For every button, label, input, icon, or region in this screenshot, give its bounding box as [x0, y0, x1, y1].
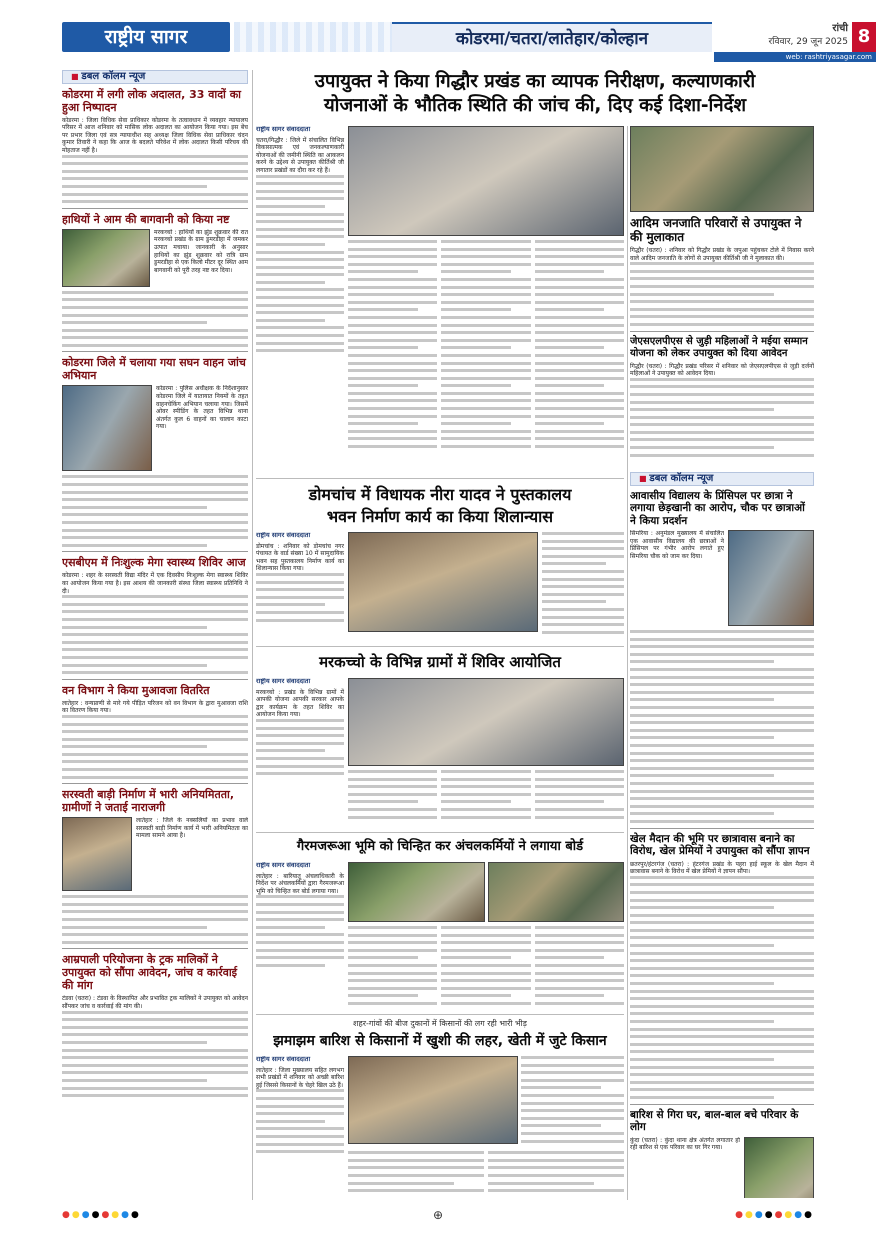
lead-photo	[348, 126, 624, 236]
section-tag: ■ डबल कॉलम न्यूज	[62, 70, 248, 84]
story-text-filler	[62, 1011, 248, 1098]
foundation-stone-photo	[348, 532, 538, 632]
lead-body: चतरा/गिद्धौर : जिले में संचालित विभिन्न विकासात्मक एवं जनकल्याणकारी योजनाओं की जमीनी स्थिति का आकलन करने के उद्देश्य से उपायुक्त कीर्तिश्री जी लगातार प्रखंडों का दौरा कर रहे हैं।	[256, 136, 344, 174]
story-text-filler	[256, 895, 344, 966]
elephant-damage-photo	[62, 229, 150, 287]
masthead	[62, 18, 872, 61]
story-body: कोडरमा : जिला विधिक सेवा प्राधिकार कोडरमा के तत्वावधान में व्यवहार न्यायालय परिसर में आज शनिवार को मासिक लोक अदालत का आयोजन किया गया। इस बेंच पर प्रभार जिला एवं सत्र न्यायाधीश सह अध्यक्ष जिला विधिक सेवा प्राधिकार चंदन कुमार तिवारी ने कहा कि आज के बदलते परिवेश में लोक अदालत किसी परिचय की मोहताज नहीं है।	[62, 116, 248, 154]
website: web: rashtriyasagar.com	[714, 52, 876, 62]
story2-body	[256, 532, 624, 642]
column-rule	[252, 70, 253, 1200]
section-rule	[256, 832, 624, 833]
story-text-filler	[441, 240, 530, 453]
story-text-filler	[348, 770, 437, 823]
tribal-meeting-photo	[630, 126, 814, 212]
story2-headline-line-2: भवन निर्माण कार्य का किया शिलान्यास	[326, 507, 554, 526]
story-body: मरकच्चो : प्रखंड के विभिन्न ग्रामों में आपकी योजना आपकी सरकार आपके द्वार कार्यक्रम के तहत शिविर का आयोजन किया गया।	[256, 688, 344, 719]
divider	[62, 783, 248, 784]
footer	[62, 1208, 814, 1222]
divider	[62, 679, 248, 680]
dateline	[714, 20, 848, 47]
story-body: गिद्धौर (चतरा) : शनिवार को गिद्धौर प्रखंड के जपुआ पहुंचकर टोले में निवास करने वाले आदिम जनजाति के लोगों से उपायुक्त कीर्तिश्री जी ने मुलाकात की।	[630, 247, 814, 262]
protest-photo	[728, 530, 814, 626]
byline: राष्ट्रीय सागर संवाददाता	[256, 126, 311, 133]
story-text-filler	[535, 770, 624, 823]
lead-headline-line-2: योजनाओं के भौतिक स्थिति की जांच की, दिए कई दिशा-निर्देश	[323, 95, 747, 116]
lead-headline	[256, 70, 814, 118]
story4-headline: गैरमजरूआ भूमि को चिन्हित कर अंचलकर्मियों ने लगाया बोर्ड	[296, 839, 584, 854]
left-column	[62, 70, 248, 1198]
byline: राष्ट्रीय सागर संवाददाता	[256, 862, 311, 869]
city: रांची	[832, 23, 848, 34]
story-text-filler	[62, 595, 248, 674]
color-registration-dots: ●●●●●●●●	[62, 1210, 141, 1220]
story-headline: एसबीएम में निःशुल्क मेगा स्वास्थ्य शिविर आज	[62, 556, 246, 570]
story4-body	[256, 862, 624, 1012]
story-text-filler	[62, 155, 248, 204]
story-text-filler	[535, 926, 624, 1010]
story3-body	[256, 678, 624, 828]
color-registration-dots: ●●●●●●●●	[735, 1210, 814, 1220]
story-headline: कोडरमा में लगी लोक अदालत, 33 वादों का हुआ निष्पादन	[62, 87, 242, 114]
story-headline: आवासीय विद्यालय के प्रिंसिपल पर छात्रा ने लगाया छेड़खानी का आरोप, चौक पर छात्राओं ने किया प्रदर्शन	[630, 489, 805, 527]
story5-body	[256, 1056, 624, 1200]
story-body: लातेहार : जिले के नक्सलियों का प्रभाव वाले सरस्वती बाड़ी निर्माण कार्य में भारी अनियमितता का मामला सामने आया है।	[136, 817, 248, 840]
story-body: मरकच्चो : हाथियों का झुंड शुक्रवार की रात मरकच्चो प्रखंड के ग्राम डुमरडीहा में जमकर उत्पात मचाया। जानकारी के अनुसार हाथियों का झुंड शुक्रवार को रात्रि ग्राम डुमरडीहा से एक किलो मीटर दूर स्थित आम बागवानी को पूरी तरह नष्ट कर दिया।	[154, 228, 248, 274]
divider	[630, 1104, 814, 1105]
story-body: कुंदा (चतरा) : कुंदा थाना क्षेत्र अंतर्गत लगातार हो रही बारिश से एक परिवार का घर गिर गया।	[630, 1136, 740, 1152]
story-text-filler	[256, 175, 344, 353]
story-headline: हाथियों ने आम की बागवानी को किया नष्ट	[62, 212, 230, 226]
story-body: सिमरिया : अनुमंडल मुख्यालय में संचालित एक आवासीय विद्यालय की छात्राओं ने प्रिंसिपल पर गंभीर आरोप लगाते हुए सिमरिया चौक को जाम कर दिया।	[630, 530, 724, 560]
story-text-filler	[348, 240, 437, 453]
byline: राष्ट्रीय सागर संवाददाता	[256, 1056, 311, 1063]
story-headline: आदिम जनजाति परिवारों से उपायुक्त ने की मुलाकात	[630, 216, 802, 244]
story-headline: कोडरमा जिले में चलाया गया सघन वाहन जांच अभियान	[62, 356, 246, 383]
divider	[62, 351, 248, 352]
section-rule	[256, 1014, 624, 1015]
land-marking-photo	[488, 862, 625, 922]
vehicle-check-photo	[62, 385, 152, 471]
story-headline: आम्रपाली परियोजना के ट्रक मालिकों ने उपायुक्त को सौंपा आवेदन, जांच व कार्रवाई की मांग	[62, 953, 238, 993]
lead-headline-line-1: उपायुक्त ने किया गिद्धौर प्रखंड का व्यापक निरीक्षण, कल्याणकारी	[314, 71, 756, 92]
story-headline: खेल मैदान की भूमि पर छात्रावास बनाने का विरोध, खेल प्रेमियों ने उपायुक्त को सौंपा ज्ञापन	[630, 832, 810, 858]
column-rule	[627, 126, 628, 1200]
construction-photo	[62, 817, 132, 891]
story5-headline: झमाझम बारिश से किसानों में खुशी की लहर, खेती में जुटे किसान	[273, 1033, 607, 1049]
date: रविवार, 29 जून 2025	[768, 37, 848, 47]
story-text-filler	[630, 630, 814, 823]
story-text-filler	[542, 532, 624, 638]
byline: राष्ट्रीय सागर संवाददाता	[256, 532, 311, 539]
registration-mark-icon: ⊕	[432, 1208, 444, 1222]
story-text-filler	[256, 573, 344, 622]
story-headline: वन विभाग ने किया मुआवजा वितरित	[62, 683, 210, 697]
seed-shop-photo	[348, 1056, 518, 1144]
story-headline: जेएसएलपीएस से जुड़ी महिलाओं ने मईया सम्मान योजना को लेकर उपायुक्त को दिया आवेदन	[630, 335, 808, 359]
story-body: टंडवा (चतरा) : टंडवा के विस्थापित और प्रभावित ट्रक मालिकों ने उपायुक्त को आवेदन सौंपकर जांच व कार्रवाई की मांग की।	[62, 995, 248, 1010]
right-mid-column	[630, 472, 814, 1198]
story-headline: बारिश से गिरा घर, बाल-बाल बचे परिवार के लोग	[630, 1108, 799, 1134]
story-text-filler	[62, 715, 248, 779]
story3-headline: मरकच्चो के विभिन्न ग्रामों में शिविर आयोजित	[319, 653, 561, 671]
story-body: गिद्धौर (चतरा) : गिद्धौर प्रखंड परिसर में शनिवार को जेएसएलपीएस से जुड़ी दर्जनों महिलाओं ने उपायुक्त को आवेदन दिया।	[630, 362, 814, 378]
story2-headline-line-1: डोमचांच में विधायक नीरा यादव ने पुस्तकालय	[308, 485, 572, 504]
story-text-filler	[630, 378, 814, 457]
story-text-filler	[256, 719, 344, 775]
story-body: लातेहार : वन्यप्राणी से मारे गये पीड़ित परिजन को वन विभाग के द्वारा मुआवजा राशि का वितरण किया गया।	[62, 699, 248, 715]
story-text-filler	[348, 926, 437, 1010]
divider	[62, 948, 248, 949]
story-body: कोडरमा : पुलिस अधीक्षक के निर्देशानुसार कोडरमा जिले में यातायात नियमों के तहत वाहनचेकिंग अभियान चलाया गया। जिसमें ओवर स्पीडिंग के तहत विभिन्न थाना अंतर्गत कुल 6 वाहनों का चालान काटा गया।	[156, 385, 248, 431]
story-text-filler	[62, 895, 248, 944]
section-title: कोडरमा/चतरा/लातेहार/कोल्हान	[392, 22, 712, 52]
story-text-filler	[535, 240, 624, 453]
story-text-filler	[441, 926, 530, 1010]
story-body: लातेहार : बारियातू अंचलाधिकारी के निर्देश पर अंचलकर्मियों द्वारा गैरमजरूआ भूमि को चिन्हित कर बोर्ड लगाया गया।	[256, 872, 344, 895]
collapsed-house-photo	[744, 1137, 814, 1198]
story-text-filler	[488, 1151, 624, 1197]
story-text-filler	[441, 770, 530, 823]
story2-headline	[256, 484, 624, 528]
story-body: कोडरमा : शहर के सरस्वती विद्या मंदिर में एक दिवसीय निःशुल्क मेगा स्वास्थ्य शिविर का आयोजन किया गया है। इस आशय की जानकारी संस्था जिला स्वास्थ्य प्रतिनिधि ने दी।	[62, 572, 248, 595]
section-tag: ■ डबल कॉलम न्यूज	[630, 472, 814, 486]
story-text-filler	[62, 475, 248, 546]
story-text-filler	[521, 1056, 624, 1147]
story-body: लातेहार : जिला मुख्यालय सहित लगभग सभी प्रखंडों में शनिवार को अच्छी बारिश हुई जिससे किसानों के चेहरे खिल उठे हैं।	[256, 1066, 344, 1089]
section-rule	[256, 646, 624, 647]
story5-kicker: शहर-गांवों की बीज दुकानों में किसानों की लग रही भारी भीड़	[353, 1019, 527, 1028]
lead-story	[256, 126, 624, 476]
camp-photo	[348, 678, 624, 766]
story-text-filler	[348, 1151, 484, 1197]
divider	[62, 551, 248, 552]
divider	[62, 208, 248, 209]
divider	[630, 828, 814, 829]
story-text-filler	[62, 291, 248, 347]
section-rule	[256, 478, 624, 479]
story-text-filler	[256, 1089, 344, 1153]
story-text-filler	[630, 876, 814, 1099]
byline: राष्ट्रीय सागर संवाददाता	[256, 678, 311, 685]
brand-logo: राष्ट्रीय सागर	[62, 22, 230, 52]
page-number: 8	[852, 22, 876, 52]
divider	[630, 331, 814, 332]
right-top-column	[630, 126, 814, 466]
story-headline: सरस्वती बाड़ी निर्माण में भारी अनियमितता, ग्रामीणों ने जताई नाराजगी	[62, 788, 235, 815]
signboard-photo	[348, 862, 485, 922]
story-body: छतरपुर/हंटरगंज (चतरा) : हंटरगंज प्रखंड के पहरा हाई स्कूल के खेल मैदान में छात्रावास बनाने के विरोध में खेल प्रेमियों ने ज्ञापन सौंपा।	[630, 860, 814, 876]
story-body: डोमचांच : शनिवार को डोमचांच नगर पंचायत के वार्ड संख्या 10 में सामुदायिक भवन सह पुस्तकालय निर्माण कार्य का शिलान्यास किया गया।	[256, 542, 344, 573]
story-text-filler	[630, 262, 814, 326]
